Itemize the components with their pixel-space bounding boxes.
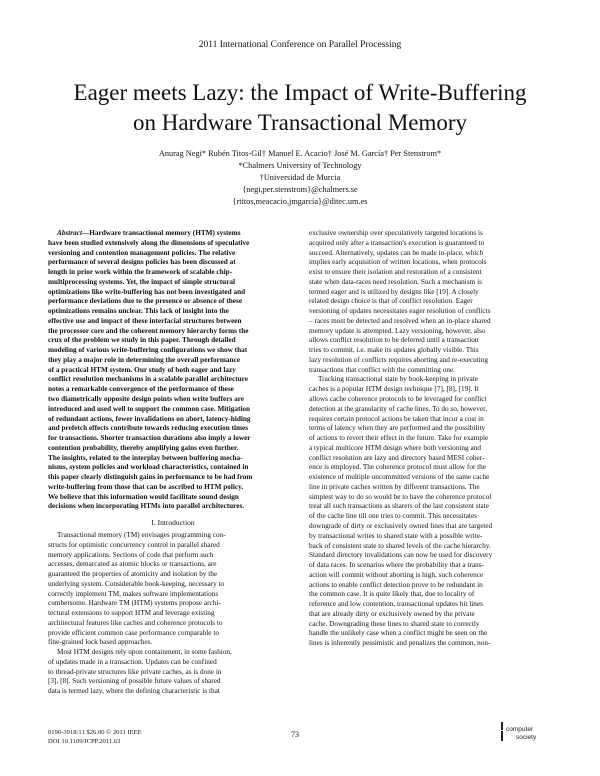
abstract-first-line (48, 229, 298, 239)
intro-paragraph-1 (48, 531, 298, 648)
page-number: 73 (291, 730, 299, 739)
text-line: length in prior work within the framework of scalable chip- (48, 268, 233, 277)
computer-society-logo-icon (500, 720, 556, 746)
text-line: handle the unlikely case when a conflict might be seen on the (309, 629, 488, 638)
text-line: and prefetch effects contribute towards reducing execution times (48, 424, 249, 433)
text-line: caches is a popular HTM design technique [7], [8], [19]. It (309, 385, 479, 394)
text-line: ence is employed. The coherence protocol must allow for the (309, 463, 487, 472)
text-line: write-buffering from those that can be ascribed to HTM policy. (48, 482, 244, 491)
text-line: effective use and impact of these interfacial structures between (48, 316, 242, 325)
text-line: underlying system. Considerable book-keeping, necessary to (48, 579, 225, 588)
text-line: modeling of various write-buffering configurations we show that (48, 346, 248, 355)
text-line: performance deviations due to the presence or absence of these (48, 297, 243, 306)
text-line: structs for optimistic concurrency control in parallel shared (48, 540, 220, 549)
text-line: existence of multiple uncommitted versions of the same cache (309, 473, 490, 482)
text-line: state when data-races need resolution. Such a mechanism is (309, 277, 482, 286)
footer-copyright (48, 729, 142, 746)
text-line: terms of latency when they are performed and the possibility (309, 424, 486, 433)
section-heading-introduction: I. Introduction (151, 518, 195, 528)
text-line: of updates made in a transaction. Updates can be confined (48, 657, 217, 666)
text-line: architectural features like caches and coherence protocols to (48, 618, 223, 627)
affiliation-chalmers: *Chalmers University of Technology (238, 161, 362, 170)
title-line-2: on Hardware Transactional Memory (132, 110, 468, 135)
text-line: back of consistent state to shared levels of the cache hierarchy. (309, 541, 491, 550)
logo-text-computer: computer (506, 726, 534, 733)
text-line: introduced and used well to support the common case. Mitigation (48, 404, 251, 413)
text-line: provide efficient common case performance comparable to (48, 628, 219, 637)
text-line: multiprocessing systems. Yet, the impact of simple structural (48, 277, 236, 286)
text-line: they play a major role in determining the overall performance (48, 355, 241, 364)
text-line: – races must be detected and resolved when an in-place shared (309, 316, 491, 325)
text-line: Most HTM designs rely upon containment, in some fashion, (57, 648, 232, 657)
text-line: the processor core and the coherent memory hierarchy forms the (48, 326, 249, 335)
text-line: lines is inherently pessimistic and penalizes the common, non- (309, 639, 491, 648)
title-line-1: Eager meets Lazy: the Impact of Write-Buffering (73, 80, 527, 105)
text-line: the common case. It is quite likely that, due to locality of (309, 590, 475, 599)
text-line: crux of the problem we study in this paper. Through detailed (48, 336, 236, 345)
abstract-line: —Hardware transactional memory (HTM) systems (81, 229, 241, 237)
text-line: notes a remarkable convergence of the performance of these (48, 385, 234, 394)
text-line: that are already dirty or exclusively owned by the private (309, 609, 475, 618)
text-line: accesses, demarcated as atomic blocks or transactions, are (48, 560, 217, 569)
affiliation-murcia: †Universidad de Murcia (259, 173, 341, 182)
text-line: acquired only after a transaction's execution is guaranteed to (309, 238, 485, 247)
text-line: memory applications. Sections of code that perform such (48, 550, 214, 559)
text-line: this paper clearly distinguish gains in performance to be had from (48, 473, 253, 482)
text-line: conflict resolution mechanisms in a scalable parallel architecture (48, 375, 248, 384)
text-line: action will commit without aborting is high, such coherence (309, 570, 484, 579)
text-line: data is termed lazy, where the defining characteristic is that (48, 687, 220, 696)
text-line: Tracking transactional state by book-keeping in private (318, 375, 478, 384)
text-line: transactions that conflict with the committing one. (309, 365, 455, 374)
text-line: nisms, system policies and workload characteristics, contained in (48, 463, 249, 472)
right-paragraph-2 (309, 375, 551, 648)
text-line: [3], [8]. Such versioning of possible future values of shared (48, 677, 221, 686)
intro-paragraph-2 (48, 648, 298, 697)
text-line: by transactional writes to shared state with a possible write- (309, 531, 483, 540)
paper-title (40, 78, 560, 138)
copyright-line: 0190-3918/11 $26.00 © 2011 IEEE (48, 729, 142, 736)
text-line: guaranteed the properties of atomicity and isolation by the (48, 570, 218, 579)
text-line: line in private caches written by different transactions. The (309, 482, 480, 491)
text-line: of actions to revert their effect in the future. Take for example (309, 434, 489, 443)
text-line: exclusive ownership over speculatively targeted locations is (309, 229, 483, 237)
text-line: performance of several designs policies has been discussed at (48, 258, 236, 267)
text-line: to thread-private structures like private caches, as is done in (48, 667, 222, 676)
text-line: of data races. In scenarios where the probability that a trans- (309, 561, 484, 570)
text-line: Transactional memory (TM) envisages programming con- (57, 530, 226, 539)
logo-text-society: society (516, 734, 537, 741)
text-line: of a practical HTM system. Our study of both eager and lazy (48, 365, 236, 374)
text-line: requires certain protocol actions be taken that incur a cost in (309, 414, 484, 423)
text-line: allows conflict resolution to be deferred until a transaction (309, 336, 479, 345)
right-column (309, 229, 551, 649)
conference-header: 2011 International Conference on Parallel Processing (198, 40, 402, 50)
text-line: detection at the granularity of cache lines. To do so, however, (309, 404, 488, 413)
text-line: decisions when incorporating HTMs into parallel architectures. (48, 502, 245, 511)
author-names: Anurag Negi* Rubén Titos-Gil† Manuel E. Acacio† José M. García† Per Stenstrom* (158, 149, 442, 158)
text-line: have been studied extensively along the dimensions of speculative (48, 238, 250, 247)
author-block (0, 148, 600, 208)
text-line: for transactions. Shorter transaction durations also imply a lower (48, 434, 251, 443)
abstract-label: Abstract (57, 229, 82, 237)
text-line: allows cache coherence protocols to be leveraged for conflict (309, 395, 487, 404)
left-column (48, 229, 298, 697)
text-line: optimizations remains unclear. This lack of insight into the (48, 307, 229, 316)
text-line: We believe that this information would facilitate sound design (48, 492, 239, 501)
text-line: tries to commit, i.e. make its updates globally visible. This (309, 346, 479, 355)
text-line: optimizations like write-buffering has not been investigated and (48, 287, 246, 296)
text-line: cumbersome. Hardware TM (HTM) systems propose archi- (48, 599, 221, 608)
text-line: correctly implement TM, makes software implementations (48, 589, 219, 598)
abstract (48, 229, 298, 512)
text-line: contention probability, thereby amplifying gains even further. (48, 443, 239, 452)
text-line: memory update is attempted. Lazy versioning, however, also (309, 326, 486, 335)
text-line: related design choice is that of conflict resolution. Eager (309, 297, 473, 306)
text-line: two diametrically opposite design points when write buffers are (48, 395, 245, 404)
right-paragraph-1 (309, 229, 551, 375)
text-line: exist to ensure their isolation and restoration of a consistent (309, 268, 482, 277)
text-line: treat all such transactions as sharers of the last consistent state (309, 502, 489, 511)
email-murcia: {rtitos,meacacio,jmgarcia}@ditec.um.es (232, 197, 368, 206)
text-line: of redundant actions, fewer invalidations on abort, latency-hiding (48, 414, 251, 423)
text-line: succeed. Alternatively, updates can be made in-place, which (309, 248, 484, 257)
text-line: Standard directory invalidations can now be used for discovery (309, 551, 493, 560)
text-line: conflict resolution are lazy and directory based MESI coher- (309, 453, 485, 462)
text-line: The insights, related to the interplay between buffering mecha- (48, 453, 243, 462)
text-line: versioning and contention management policies. The relative (48, 248, 236, 257)
text-line: versioning of updates necessitates eager resolution of conflicts (309, 307, 491, 316)
computer-society-logo (500, 720, 556, 746)
text-line: tectural extensions to support HTM and leverage existing (48, 609, 215, 618)
text-line: reference and low contention, transactional updates hit lines (309, 600, 483, 609)
abstract-body (48, 239, 298, 512)
text-line: downgrade of dirty or exclusively owned lines that are targeted (309, 521, 493, 530)
text-line: implies early acquisition of written locations, when protocols (309, 258, 487, 267)
text-line: a typical multicore HTM design where both versioning and (309, 443, 481, 452)
doi-line: DOI 10.1109/ICPP.2011.63 (48, 737, 121, 745)
email-chalmers: {negi,per.stenstrom}@chalmers.se (242, 185, 358, 194)
text-line: of the cache line till one tries to commit. This necessitates (309, 512, 477, 521)
text-line: cache. Downgrading these lines to shared state to correctly (309, 619, 480, 628)
text-line: fine-grained lock based approaches. (48, 638, 153, 647)
text-line: simplest way to do so would be to have the coherence protocol (309, 492, 492, 501)
text-line: termed eager and is utilized by designs like [19]. A closely (309, 287, 479, 296)
text-line: lazy resolution of conflicts requires aborting and re-executing (309, 355, 488, 364)
text-line: actions to enable conflict detection prove to be redundant in (309, 580, 483, 589)
